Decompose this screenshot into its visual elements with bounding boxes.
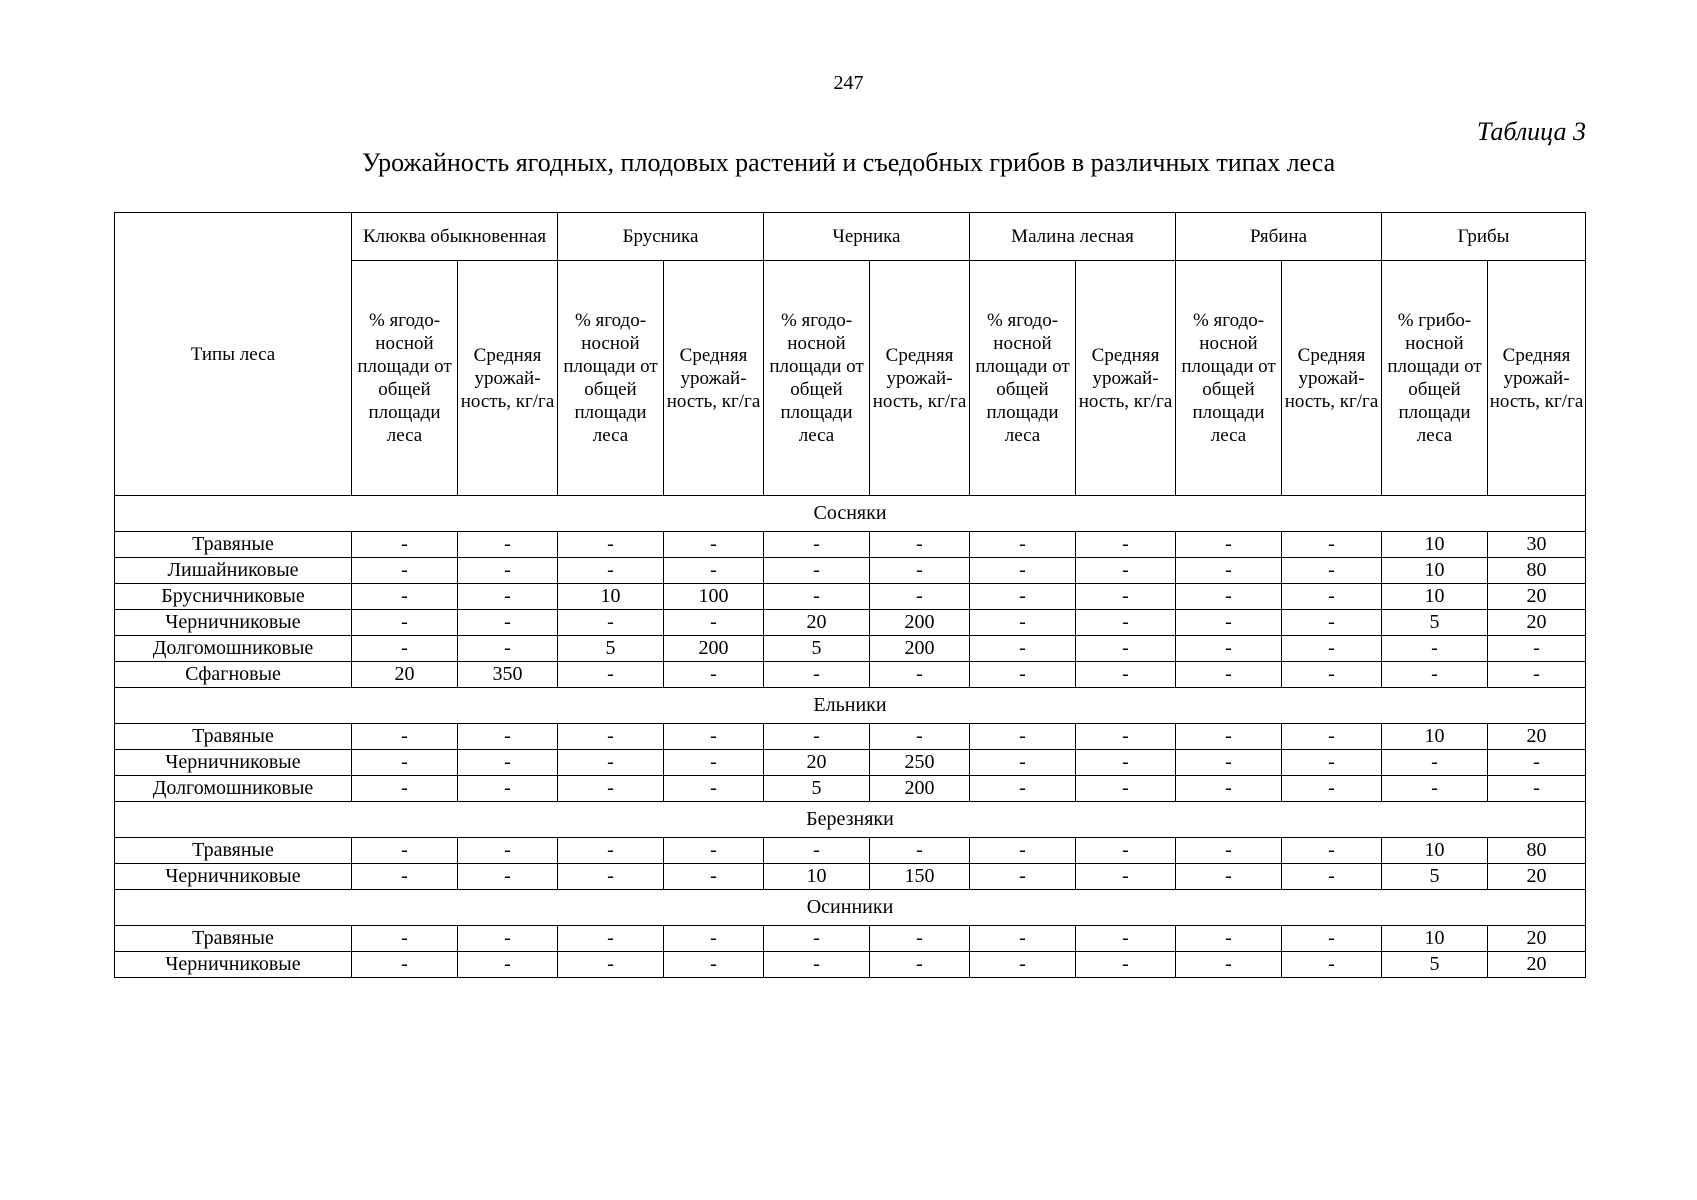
- value-cell: -: [1076, 750, 1176, 776]
- value-cell: -: [1176, 558, 1282, 584]
- value-cell: 10: [558, 584, 664, 610]
- forest-type-cell: Травяные: [115, 926, 352, 952]
- value-cell: -: [1282, 838, 1382, 864]
- value-cell: -: [1282, 776, 1382, 802]
- table-row: [115, 662, 1586, 688]
- value-cell: -: [352, 532, 458, 558]
- value-cell: -: [664, 558, 764, 584]
- forest-type-cell: Травяные: [115, 838, 352, 864]
- value-cell: 150: [870, 864, 970, 890]
- sub-header-avg-yield: Средняя урожай-ность, кг/га: [664, 261, 764, 496]
- value-cell: -: [970, 662, 1076, 688]
- value-cell: -: [664, 864, 764, 890]
- value-cell: -: [558, 532, 664, 558]
- sub-header-area-percent: % ягодо-носной площади от общей площади леса: [1176, 261, 1282, 496]
- group-header-raspberry: Малина лесная: [970, 213, 1176, 261]
- sub-header-avg-yield: Средняя урожай-ность, кг/га: [870, 261, 970, 496]
- value-cell: -: [1076, 610, 1176, 636]
- value-cell: -: [970, 750, 1076, 776]
- sub-header-area-percent: % ягодо-носной площади от общей площади леса: [970, 261, 1076, 496]
- value-cell: 20: [352, 662, 458, 688]
- value-cell: 10: [1382, 838, 1488, 864]
- yield-table: [114, 212, 1586, 978]
- value-cell: -: [1488, 776, 1586, 802]
- value-cell: 20: [1488, 584, 1586, 610]
- sub-header-avg-yield: Средняя урожай-ность, кг/га: [458, 261, 558, 496]
- value-cell: -: [1282, 558, 1382, 584]
- value-cell: -: [970, 584, 1076, 610]
- value-cell: 350: [458, 662, 558, 688]
- value-cell: 200: [870, 776, 970, 802]
- value-cell: 30: [1488, 532, 1586, 558]
- value-cell: -: [1176, 584, 1282, 610]
- value-cell: -: [970, 952, 1076, 978]
- value-cell: -: [1282, 750, 1382, 776]
- value-cell: -: [1282, 610, 1382, 636]
- group-header-mushrooms: Грибы: [1382, 213, 1586, 261]
- value-cell: 20: [1488, 610, 1586, 636]
- value-cell: -: [458, 750, 558, 776]
- value-cell: 200: [870, 610, 970, 636]
- value-cell: -: [870, 926, 970, 952]
- value-cell: -: [458, 558, 558, 584]
- value-cell: -: [1076, 952, 1176, 978]
- value-cell: -: [558, 926, 664, 952]
- value-cell: -: [352, 610, 458, 636]
- value-cell: -: [1076, 558, 1176, 584]
- value-cell: -: [1282, 636, 1382, 662]
- value-cell: 10: [1382, 926, 1488, 952]
- table-row: [115, 610, 1586, 636]
- value-cell: -: [664, 926, 764, 952]
- value-cell: 200: [870, 636, 970, 662]
- value-cell: -: [352, 558, 458, 584]
- table-row: [115, 584, 1586, 610]
- value-cell: -: [1488, 662, 1586, 688]
- value-cell: -: [664, 750, 764, 776]
- value-cell: -: [1382, 662, 1488, 688]
- value-cell: -: [1176, 838, 1282, 864]
- value-cell: 5: [1382, 610, 1488, 636]
- value-cell: -: [664, 838, 764, 864]
- value-cell: 5: [1382, 864, 1488, 890]
- value-cell: -: [970, 838, 1076, 864]
- value-cell: -: [970, 610, 1076, 636]
- value-cell: -: [1282, 724, 1382, 750]
- value-cell: -: [664, 952, 764, 978]
- value-cell: -: [1176, 750, 1282, 776]
- value-cell: -: [1076, 662, 1176, 688]
- value-cell: -: [458, 838, 558, 864]
- value-cell: 20: [1488, 724, 1586, 750]
- forest-type-cell: Брусничниковые: [115, 584, 352, 610]
- value-cell: -: [764, 724, 870, 750]
- value-cell: -: [1176, 610, 1282, 636]
- value-cell: -: [870, 662, 970, 688]
- value-cell: -: [1488, 750, 1586, 776]
- value-cell: 5: [1382, 952, 1488, 978]
- value-cell: 80: [1488, 838, 1586, 864]
- value-cell: -: [352, 776, 458, 802]
- value-cell: -: [1176, 636, 1282, 662]
- value-cell: -: [1282, 926, 1382, 952]
- forest-type-cell: Черничниковые: [115, 750, 352, 776]
- value-cell: -: [458, 926, 558, 952]
- group-header-blueberry: Черника: [764, 213, 970, 261]
- value-cell: 10: [764, 864, 870, 890]
- table-row: [115, 952, 1586, 978]
- forest-type-cell: Черничниковые: [115, 864, 352, 890]
- value-cell: -: [558, 776, 664, 802]
- value-cell: -: [558, 724, 664, 750]
- value-cell: -: [352, 838, 458, 864]
- table-row: [115, 750, 1586, 776]
- value-cell: -: [664, 610, 764, 636]
- value-cell: -: [1076, 864, 1176, 890]
- value-cell: -: [870, 532, 970, 558]
- section-title: Березняки: [115, 802, 1586, 838]
- value-cell: -: [764, 532, 870, 558]
- value-cell: -: [970, 532, 1076, 558]
- value-cell: -: [558, 864, 664, 890]
- forest-type-cell: Долгомошниковые: [115, 636, 352, 662]
- section-title: Сосняки: [115, 496, 1586, 532]
- value-cell: -: [764, 926, 870, 952]
- value-cell: -: [458, 610, 558, 636]
- value-cell: -: [664, 532, 764, 558]
- sub-header-area-percent: % ягодо-носной площади от общей площади леса: [764, 261, 870, 496]
- value-cell: 200: [664, 636, 764, 662]
- value-cell: 10: [1382, 724, 1488, 750]
- value-cell: -: [870, 584, 970, 610]
- forest-type-cell: Черничниковые: [115, 952, 352, 978]
- value-cell: -: [458, 584, 558, 610]
- forest-type-cell: Черничниковые: [115, 610, 352, 636]
- value-cell: -: [1382, 750, 1488, 776]
- section-title: Осинники: [115, 890, 1586, 926]
- value-cell: -: [664, 776, 764, 802]
- value-cell: -: [970, 864, 1076, 890]
- forest-type-cell: Травяные: [115, 532, 352, 558]
- value-cell: -: [352, 926, 458, 952]
- value-cell: -: [1176, 926, 1282, 952]
- value-cell: 100: [664, 584, 764, 610]
- value-cell: -: [764, 584, 870, 610]
- page-number: 247: [833, 72, 864, 94]
- value-cell: -: [1176, 724, 1282, 750]
- value-cell: -: [1076, 926, 1176, 952]
- forest-type-cell: Долгомошниковые: [115, 776, 352, 802]
- value-cell: -: [1282, 662, 1382, 688]
- value-cell: 20: [1488, 926, 1586, 952]
- value-cell: -: [1282, 952, 1382, 978]
- sub-header-area-percent: % ягодо-носной площади от общей площади леса: [558, 261, 664, 496]
- value-cell: 5: [764, 636, 870, 662]
- forest-type-header: Типы леса: [115, 213, 352, 496]
- value-cell: 20: [764, 610, 870, 636]
- table-row: [115, 864, 1586, 890]
- table-row: [115, 724, 1586, 750]
- value-cell: -: [1076, 636, 1176, 662]
- table-row: [115, 558, 1586, 584]
- table-row: [115, 532, 1586, 558]
- value-cell: -: [1076, 838, 1176, 864]
- value-cell: 10: [1382, 584, 1488, 610]
- value-cell: -: [970, 636, 1076, 662]
- value-cell: -: [352, 724, 458, 750]
- value-cell: -: [558, 610, 664, 636]
- section-row: [115, 890, 1586, 926]
- value-cell: -: [870, 558, 970, 584]
- section-row: [115, 802, 1586, 838]
- value-cell: -: [558, 750, 664, 776]
- value-cell: -: [764, 662, 870, 688]
- value-cell: 10: [1382, 558, 1488, 584]
- table-body: [115, 496, 1586, 978]
- sub-header-mushroom-area-percent: % грибо-носной площади от общей площади леса: [1382, 261, 1488, 496]
- value-cell: -: [1176, 776, 1282, 802]
- sub-header-avg-yield: Средняя урожай-ность, кг/га: [1488, 261, 1586, 496]
- value-cell: -: [1076, 776, 1176, 802]
- value-cell: 5: [558, 636, 664, 662]
- table-label: Таблица 3: [1476, 117, 1586, 146]
- value-cell: -: [458, 532, 558, 558]
- value-cell: -: [1176, 532, 1282, 558]
- value-cell: 20: [1488, 952, 1586, 978]
- forest-type-cell: Лишайниковые: [115, 558, 352, 584]
- value-cell: -: [458, 636, 558, 662]
- value-cell: -: [352, 750, 458, 776]
- value-cell: -: [1282, 532, 1382, 558]
- value-cell: -: [1176, 864, 1282, 890]
- group-header-cranberry: Клюква обыкновенная: [352, 213, 558, 261]
- value-cell: 20: [764, 750, 870, 776]
- value-cell: -: [764, 838, 870, 864]
- value-cell: 80: [1488, 558, 1586, 584]
- value-cell: -: [1282, 584, 1382, 610]
- value-cell: -: [870, 952, 970, 978]
- value-cell: -: [1488, 636, 1586, 662]
- value-cell: 5: [764, 776, 870, 802]
- value-cell: -: [1076, 724, 1176, 750]
- table-title: Урожайность ягодных, плодовых растений и съедобных грибов в различных типах леса: [362, 148, 1336, 177]
- value-cell: -: [1382, 636, 1488, 662]
- value-cell: -: [458, 952, 558, 978]
- value-cell: -: [1382, 776, 1488, 802]
- value-cell: -: [558, 558, 664, 584]
- value-cell: -: [870, 838, 970, 864]
- table-row: [115, 926, 1586, 952]
- sub-header-area-percent: % ягодо-носной площади от общей площади леса: [352, 261, 458, 496]
- value-cell: -: [970, 926, 1076, 952]
- forest-type-cell: Травяные: [115, 724, 352, 750]
- value-cell: -: [558, 952, 664, 978]
- table-row: [115, 838, 1586, 864]
- value-cell: -: [970, 724, 1076, 750]
- value-cell: -: [1282, 864, 1382, 890]
- value-cell: -: [558, 838, 664, 864]
- table-row: [115, 636, 1586, 662]
- value-cell: -: [458, 864, 558, 890]
- value-cell: -: [764, 558, 870, 584]
- value-cell: -: [1176, 662, 1282, 688]
- value-cell: -: [352, 864, 458, 890]
- value-cell: -: [352, 636, 458, 662]
- value-cell: -: [352, 952, 458, 978]
- value-cell: -: [970, 558, 1076, 584]
- value-cell: 20: [1488, 864, 1586, 890]
- value-cell: -: [1076, 584, 1176, 610]
- value-cell: -: [870, 724, 970, 750]
- value-cell: -: [764, 952, 870, 978]
- value-cell: 250: [870, 750, 970, 776]
- value-cell: -: [970, 776, 1076, 802]
- forest-type-cell: Сфагновые: [115, 662, 352, 688]
- value-cell: -: [458, 776, 558, 802]
- section-row: [115, 688, 1586, 724]
- value-cell: -: [1176, 952, 1282, 978]
- value-cell: -: [664, 662, 764, 688]
- table-row: [115, 776, 1586, 802]
- value-cell: -: [458, 724, 558, 750]
- group-header-lingonberry: Брусника: [558, 213, 764, 261]
- section-title: Ельники: [115, 688, 1586, 724]
- group-header-rowan: Рябина: [1176, 213, 1382, 261]
- section-row: [115, 496, 1586, 532]
- value-cell: 10: [1382, 532, 1488, 558]
- sub-header-avg-yield: Средняя урожай-ность, кг/га: [1282, 261, 1382, 496]
- value-cell: -: [1076, 532, 1176, 558]
- value-cell: -: [352, 584, 458, 610]
- sub-header-avg-yield: Средняя урожай-ность, кг/га: [1076, 261, 1176, 496]
- value-cell: -: [664, 724, 764, 750]
- value-cell: -: [558, 662, 664, 688]
